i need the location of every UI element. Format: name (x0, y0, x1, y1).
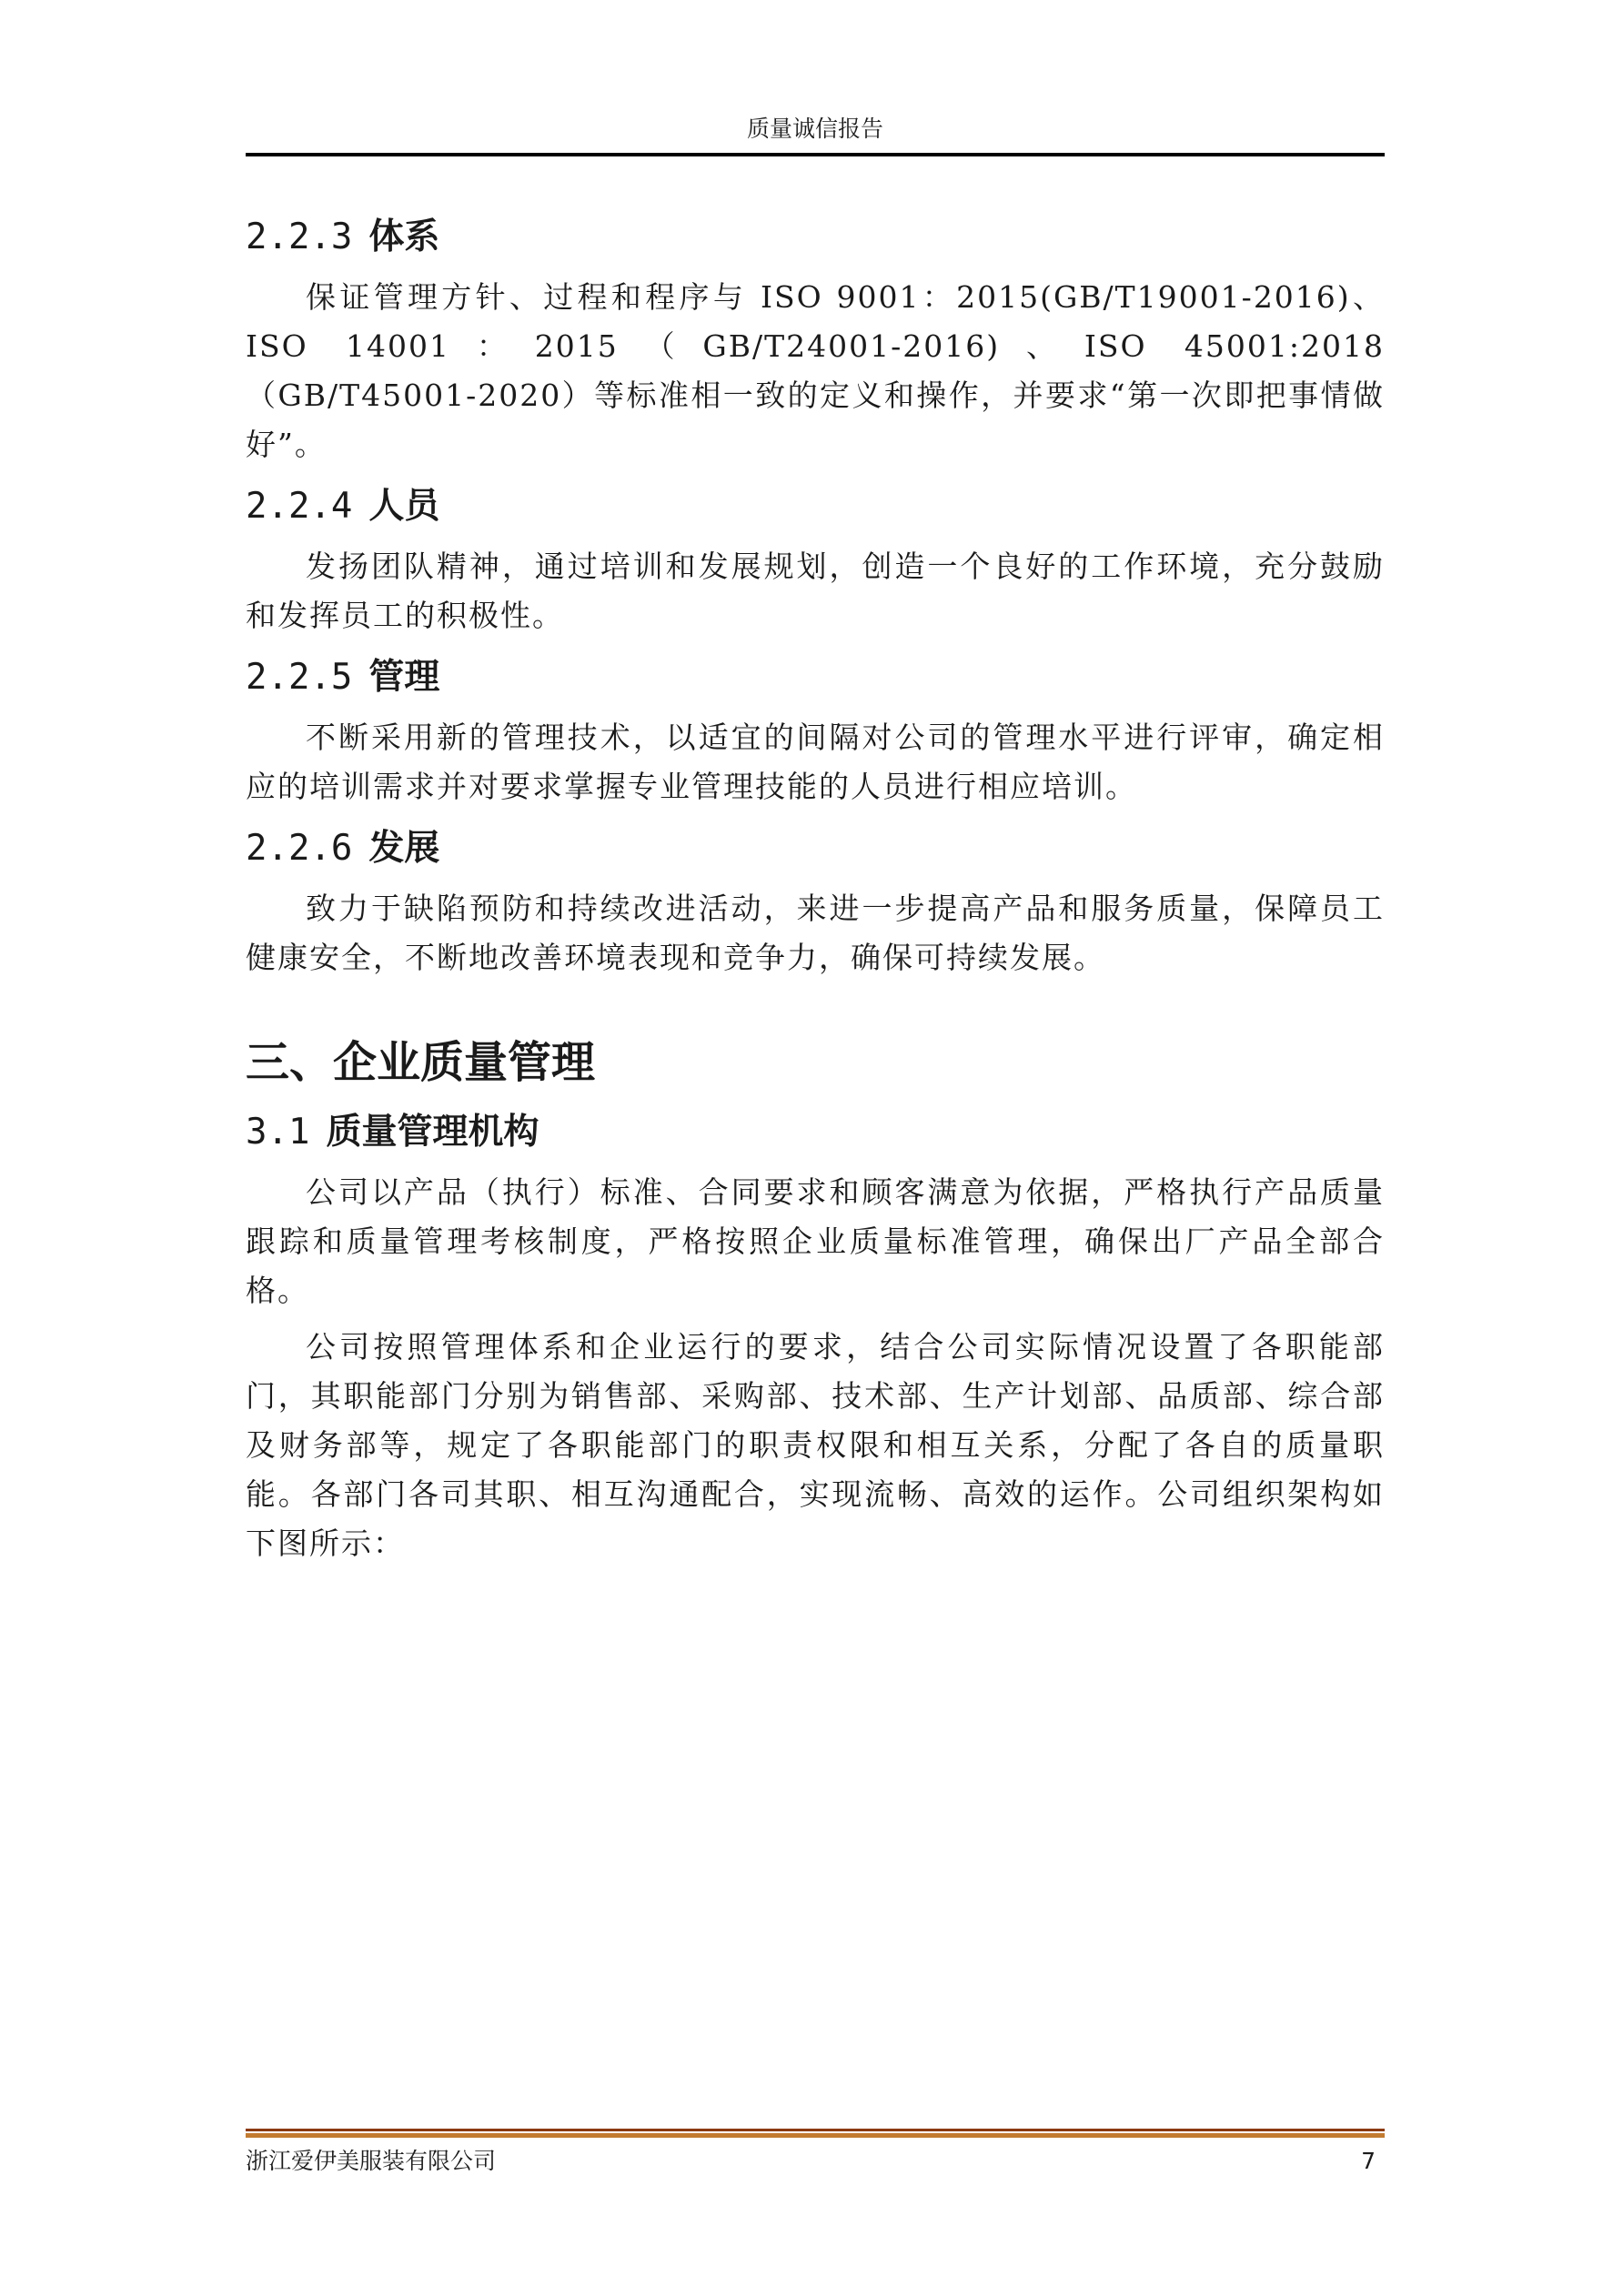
section-body-3-1-paragraph-2: 公司按照管理体系和企业运行的要求，结合公司实际情况设置了各职能部门，其职能部门分别为销售部、采购部、技术部、生产计划部、品质部、综合部及财务部等，规定了各职能部门的职责权限和相互关系，分配了各自的质量职能。各部门各司其职、相互沟通配合，实现流畅、高效的运作。公司组织架构如下图所示： (246, 1329, 1385, 1561)
section-number: 2.2.3 (246, 217, 353, 257)
section-body-2-2-6: 致力于缺陷预防和持续改进活动，来进一步提高产品和服务质量，保障员工健康安全，不断地改善环境表现和竞争力，确保可持续发展。 (246, 891, 1385, 975)
section-title: 管理 (368, 657, 440, 698)
section-heading-2-2-3 (246, 207, 1385, 267)
section-title: 发展 (368, 828, 440, 869)
page-footer (246, 2143, 1385, 2180)
section-heading-2-2-5 (246, 648, 1385, 708)
section-body-3-1-paragraph-1: 公司以产品（执行）标准、合同要求和顾客满意为依据，严格执行产品质量跟踪和质量管理考核制度，严格按照企业质量标准管理，确保出厂产品全部合格。 (246, 1174, 1385, 1308)
section-heading-2-2-6 (246, 819, 1385, 879)
section-heading-3-1 (246, 1103, 1385, 1163)
section-number: 2.2.4 (246, 486, 353, 527)
section-number: 3.1 (246, 1112, 310, 1153)
section-title: 质量管理机构 (326, 1112, 539, 1153)
chapter-heading: 三、企业质量管理 (246, 1037, 596, 1088)
header-title: 质量诚信报告 (746, 116, 883, 142)
footer-divider (246, 2129, 1385, 2138)
section-heading-2-2-4 (246, 477, 1385, 537)
section-title: 体系 (368, 217, 440, 257)
footer-company-name: 浙江爱伊美服装有限公司 (246, 2148, 497, 2174)
page-number: 7 (1361, 2148, 1376, 2174)
page-content (246, 207, 1385, 1576)
section-title: 人员 (368, 486, 440, 527)
section-number: 2.2.5 (246, 657, 353, 698)
section-body-2-2-5: 不断采用新的管理技术，以适宜的间隔对公司的管理水平进行评审，确定相应的培训需求并对要求掌握专业管理技能的人员进行相应培训。 (246, 720, 1385, 804)
section-body-2-2-4: 发扬团队精神，通过培训和发展规划，创造一个良好的工作环境，充分鼓励和发挥员工的积极性。 (246, 549, 1385, 633)
section-number: 2.2.6 (246, 828, 353, 869)
page-header (246, 107, 1385, 156)
section-body-2-2-3: 保证管理方针、过程和程序与 ISO 9001：2015(GB/T19001-2016)、ISO 14001：2015（GB/T24001-2016)、ISO 45001:2018（GB/T45001-2020）等标准相一致的定义和操作，并要求“第一次即把事情做好”。 (246, 279, 1385, 462)
